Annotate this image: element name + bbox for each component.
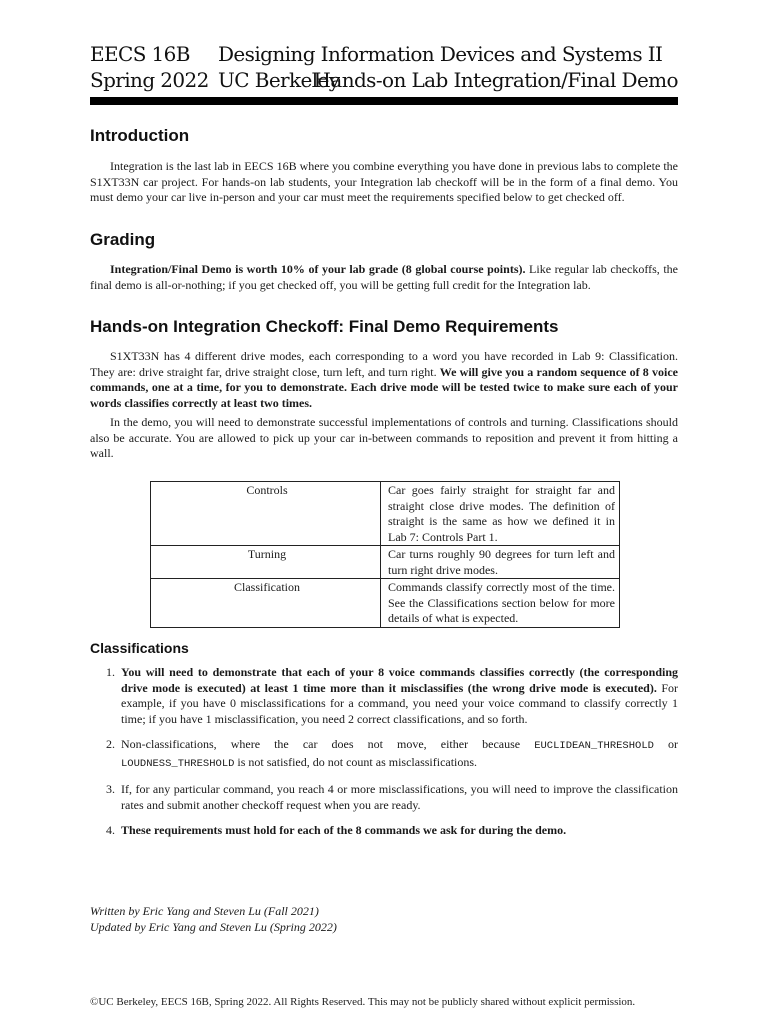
list-item-text: Non-classifications, where the car does not move, either because (121, 737, 535, 751)
classifications-heading: Classifications (90, 640, 189, 656)
list-item-text: or (653, 737, 679, 751)
written-by: Written by Eric Yang and Steven Lu (Fall 2021) (90, 904, 319, 918)
requirements-paragraph-2 (90, 415, 678, 462)
list-item-text: If, for any particular command, you reach 4 or more misclassifications, you will need to improve the classification rates and submit another checkoff request when you are ready. (121, 782, 678, 812)
table-cell-description: Car goes fairly straight for straight far and straight close drive modes. The definition of straight is the same as how we defined it in Lab 7: Controls Part 1. (381, 482, 620, 546)
euclidean-threshold-code: EUCLIDEAN_THRESHOLD (534, 740, 654, 752)
list-item-bold-text: You will need to demonstrate that each of your 8 voice commands classifies correctly (the corresponding drive mode is executed) at least 1 time more than it misclassifies (the wrong drive mode is executed). (121, 665, 678, 695)
list-item (90, 665, 678, 727)
author-credits (90, 904, 337, 935)
document-title: Hands-on Lab Integration/Final Demo (313, 68, 678, 92)
list-item-bold-text: These requirements must hold for each of the 8 commands we ask for during the demo. (121, 823, 567, 837)
term: Spring 2022 (90, 68, 209, 92)
classifications-list (90, 665, 678, 849)
table-cell-description: Car turns roughly 90 degrees for turn left and turn right drive modes. (381, 546, 620, 579)
page-header (90, 41, 678, 93)
table-cell-criterion: Turning (151, 546, 381, 579)
updated-by: Updated by Eric Yang and Steven Lu (Spring 2022) (90, 919, 337, 934)
table-row (151, 579, 620, 628)
list-item (90, 782, 678, 813)
school: UC Berkeley (218, 68, 340, 92)
grading-paragraph (90, 262, 678, 293)
grading-text: Like regular lab checkoffs, the final demo is all-or-nothing; if you get checked off, you will be getting full credit for the Integration lab. (90, 262, 678, 292)
requirements-paragraph-1 (90, 349, 678, 411)
requirements-bold-text: We will give you a random sequence of 8 voice commands, one at a time, for you to demonstrate. Each drive mode will be tested twice to make sure each of your words classifies correctly at least two times. (90, 364, 678, 410)
intro-text: Integration is the last lab in EECS 16B where you combine everything you have done in previous labs to complete the S1XT33N car project. For hands-on lab students, your Integration lab checkoff will be in the form of a final demo. You must demo your car live in-person and your car must meet the requirements specified below to get checked off. (90, 159, 678, 204)
list-item (90, 737, 678, 772)
requirements-table (150, 481, 620, 628)
requirements-heading: Hands-on Integration Checkoff: Final Demo Requirements (90, 317, 559, 336)
list-number: 2. (106, 737, 115, 751)
table-row (151, 482, 620, 546)
header-rule (90, 97, 678, 105)
list-item-text: For example, if you have 0 misclassifications for a command, you need your voice command to classify correctly 1 time; if you have 1 misclassification, you need 2 correct classifications, and so forth. (121, 680, 679, 726)
intro-paragraph (90, 159, 678, 206)
requirements-text-1: S1XT33N has 4 different drive modes, each corresponding to a word you have recorded in Lab 9: Classification. They are: drive straight far, drive straight close, turn left, and turn right. (90, 349, 678, 379)
loudness-threshold-code: LOUDNESS_THRESHOLD (121, 757, 235, 770)
table-row (151, 546, 620, 579)
intro-heading: Introduction (90, 126, 190, 145)
table-cell-criterion: Classification (151, 579, 381, 628)
grading-bold-text: Integration/Final Demo is worth 10% of your lab grade (8 global course points). (110, 262, 526, 276)
list-number: 1. (106, 665, 115, 679)
list-item (90, 823, 678, 839)
requirements-text-2: In the demo, you will need to demonstrate successful implementations of controls and turning. Classifications should also be accurate. You are allowed to pick up your car in-between commands to reposition and prevent it from hitting a wall. (90, 415, 678, 460)
copyright-footer: ©UC Berkeley, EECS 16B, Spring 2022. All Rights Reserved. This may not be publicly shared without explicit permission. (90, 996, 636, 1008)
course-title: Designing Information Devices and Systems II (218, 42, 663, 66)
course-code: EECS 16B (90, 42, 190, 66)
grading-heading: Grading (90, 230, 156, 249)
list-number: 4. (106, 823, 115, 837)
table-cell-description: Commands classify correctly most of the time. See the Classifications section below for more details of what is expected. (381, 579, 620, 628)
list-number: 3. (106, 782, 115, 796)
list-item-text: is not satisfied, do not count as misclassifications. (234, 754, 478, 769)
table-cell-criterion: Controls (151, 482, 381, 546)
